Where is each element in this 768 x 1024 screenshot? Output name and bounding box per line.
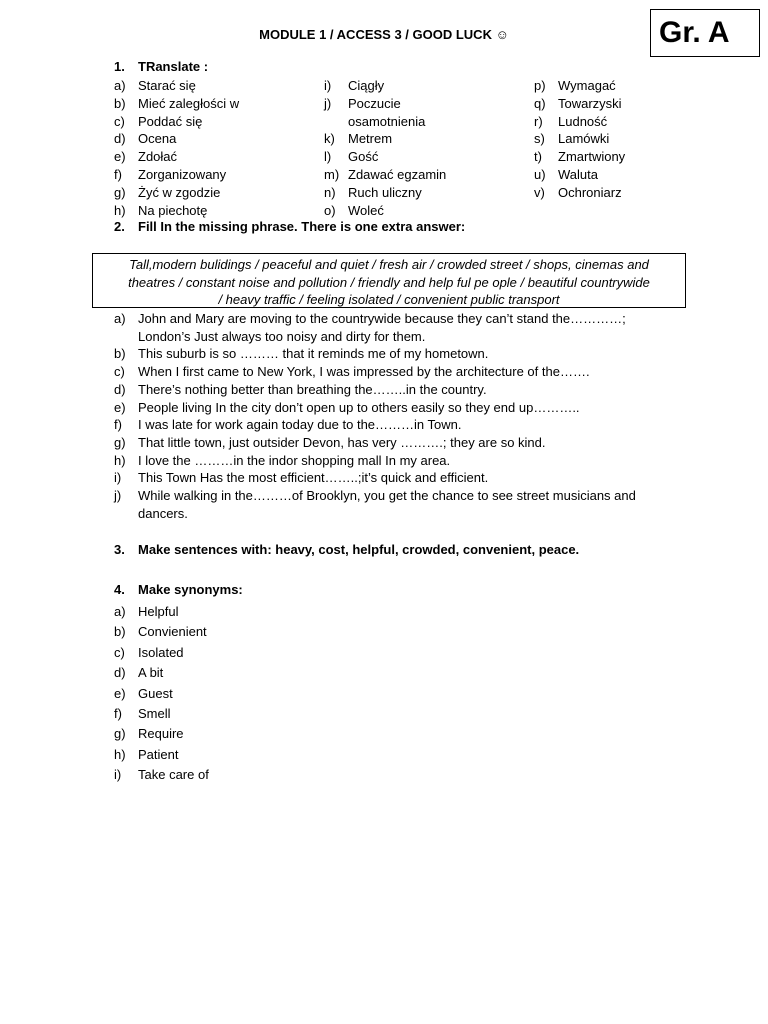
item-label: h) [114, 452, 126, 468]
item-text: Smell [138, 706, 171, 721]
item-label: v) [534, 184, 545, 200]
item-text: Ochroniarz [558, 184, 622, 200]
item-label: g) [114, 726, 126, 742]
phrase-box-line: Tall,modern bulidings / peaceful and quiet / fresh air / crowded street / shops, cinemas and [129, 257, 649, 272]
item-label: b) [114, 624, 126, 640]
phrase-box [92, 253, 686, 308]
item-label: j) [114, 488, 122, 503]
item-text: Ciągły [348, 78, 385, 93]
item-text: Waluta [558, 167, 598, 182]
item-text: Starać się [138, 78, 196, 93]
section-heading: Make synonyms: [138, 582, 243, 597]
item-text: Poddać się [138, 113, 203, 129]
item-text: Żyć w zgodzie [138, 184, 221, 200]
item-label: f) [114, 706, 122, 721]
phrase-box-line: theatres / constant noise and pollution / friendly and help ful pe ople / beautiful countrywide [128, 274, 650, 290]
item-label: b) [114, 346, 126, 362]
item-text: Isolated [138, 644, 184, 660]
section-number: 3. [114, 542, 125, 557]
item-label: t) [534, 149, 542, 165]
item-label: e) [114, 149, 126, 165]
item-label: c) [114, 113, 125, 129]
item-text: Lamówki [558, 131, 610, 147]
item-label: g) [114, 184, 126, 200]
item-text: Zmartwiony [558, 149, 626, 165]
item-text: There’s nothing better than breathing the……..in the country. [138, 381, 487, 397]
item-label: l) [324, 149, 332, 165]
item-text: This Town Has the most efficient……..;it’s quick and efficient. [138, 470, 489, 486]
item-label: b) [114, 95, 126, 111]
item-text: Zorganizowany [138, 167, 227, 182]
section-number: 2. [114, 219, 125, 234]
item-text: Take care of [138, 767, 209, 783]
item-text: While walking in the………of Brooklyn, you get the chance to see street musicians and [138, 488, 636, 503]
item-label: c) [114, 364, 125, 380]
item-text: Ocena [138, 131, 177, 147]
item-text: Patient [138, 746, 179, 762]
item-text: Require [138, 726, 184, 742]
item-text: I love the ………in the indor shopping mall In my area. [138, 452, 451, 468]
item-text: Mieć zaległości w [138, 95, 240, 111]
item-label: r) [534, 113, 543, 129]
item-text: I was late for work again today due to the………in Town. [138, 417, 462, 433]
item-label: i) [114, 767, 122, 783]
item-text: Gość [348, 149, 379, 165]
item-text: A bit [138, 665, 164, 681]
section-number: 4. [114, 582, 125, 597]
item-text: Zdołać [138, 149, 178, 165]
section-heading: Fill In the missing phrase. There is one extra answer: [138, 219, 466, 234]
item-label: e) [114, 399, 126, 415]
item-label: j) [324, 95, 332, 111]
item-text: Helpful [138, 604, 179, 619]
section-heading: TRanslate : [138, 59, 209, 74]
item-label: g) [114, 434, 126, 450]
item-label: d) [114, 131, 126, 147]
item-text: osamotnienia [348, 113, 426, 129]
item-label: m) [324, 167, 340, 182]
item-text: Ruch uliczny [348, 184, 422, 200]
item-label: e) [114, 685, 126, 701]
item-label: i) [324, 78, 332, 93]
item-label: d) [114, 381, 126, 397]
item-label: n) [324, 184, 336, 200]
section-heading: Make sentences with: heavy, cost, helpful, crowded, convenient, peace. [138, 542, 580, 557]
phrase-box-line: / heavy traffic / feeling isolated / convenient public transport [218, 292, 560, 307]
item-text: Convienient [138, 624, 207, 640]
item-text: dancers. [138, 505, 188, 521]
item-label: k) [324, 131, 335, 147]
item-text: John and Mary are moving to the countrywide because they can’t stand the…………; [138, 311, 626, 326]
item-label: o) [324, 202, 336, 218]
item-text: Guest [138, 685, 173, 701]
item-text: Ludność [558, 113, 608, 129]
item-label: h) [114, 746, 126, 762]
item-text: People living In the city don’t open up to others easily so they end up……….. [138, 399, 580, 415]
item-text: That little town, just outsider Devon, has very ……….; they are so kind. [138, 434, 546, 450]
item-label: f) [114, 417, 122, 433]
section-number: 1. [114, 59, 125, 74]
item-label: c) [114, 644, 125, 660]
item-label: f) [114, 167, 122, 182]
item-text: When I first came to New York, I was impressed by the architecture of the……. [138, 364, 590, 380]
item-label: h) [114, 202, 126, 218]
item-text: Na piechotę [138, 202, 208, 218]
item-label: a) [114, 604, 126, 619]
item-label: a) [114, 311, 126, 326]
item-text: This suburb is so ……… that it reminds me of my hometown. [138, 346, 489, 362]
item-text: Zdawać egzamin [348, 167, 447, 182]
item-text: Wymagać [558, 78, 616, 93]
item-label: i) [114, 470, 122, 486]
item-label: u) [534, 167, 546, 182]
item-label: p) [534, 78, 546, 93]
item-label: d) [114, 665, 126, 681]
item-label: q) [534, 95, 546, 111]
item-text: London’s Just always too noisy and dirty for them. [138, 328, 426, 344]
group-label: Gr. A [650, 9, 760, 57]
page-title: MODULE 1 / ACCESS 3 / GOOD LUCK ☺ [259, 27, 509, 42]
item-text: Towarzyski [558, 95, 622, 111]
item-text: Metrem [348, 131, 393, 147]
item-label: s) [534, 131, 545, 147]
item-text: Woleć [348, 202, 384, 218]
item-text: Poczucie [348, 95, 401, 111]
item-label: a) [114, 78, 126, 93]
